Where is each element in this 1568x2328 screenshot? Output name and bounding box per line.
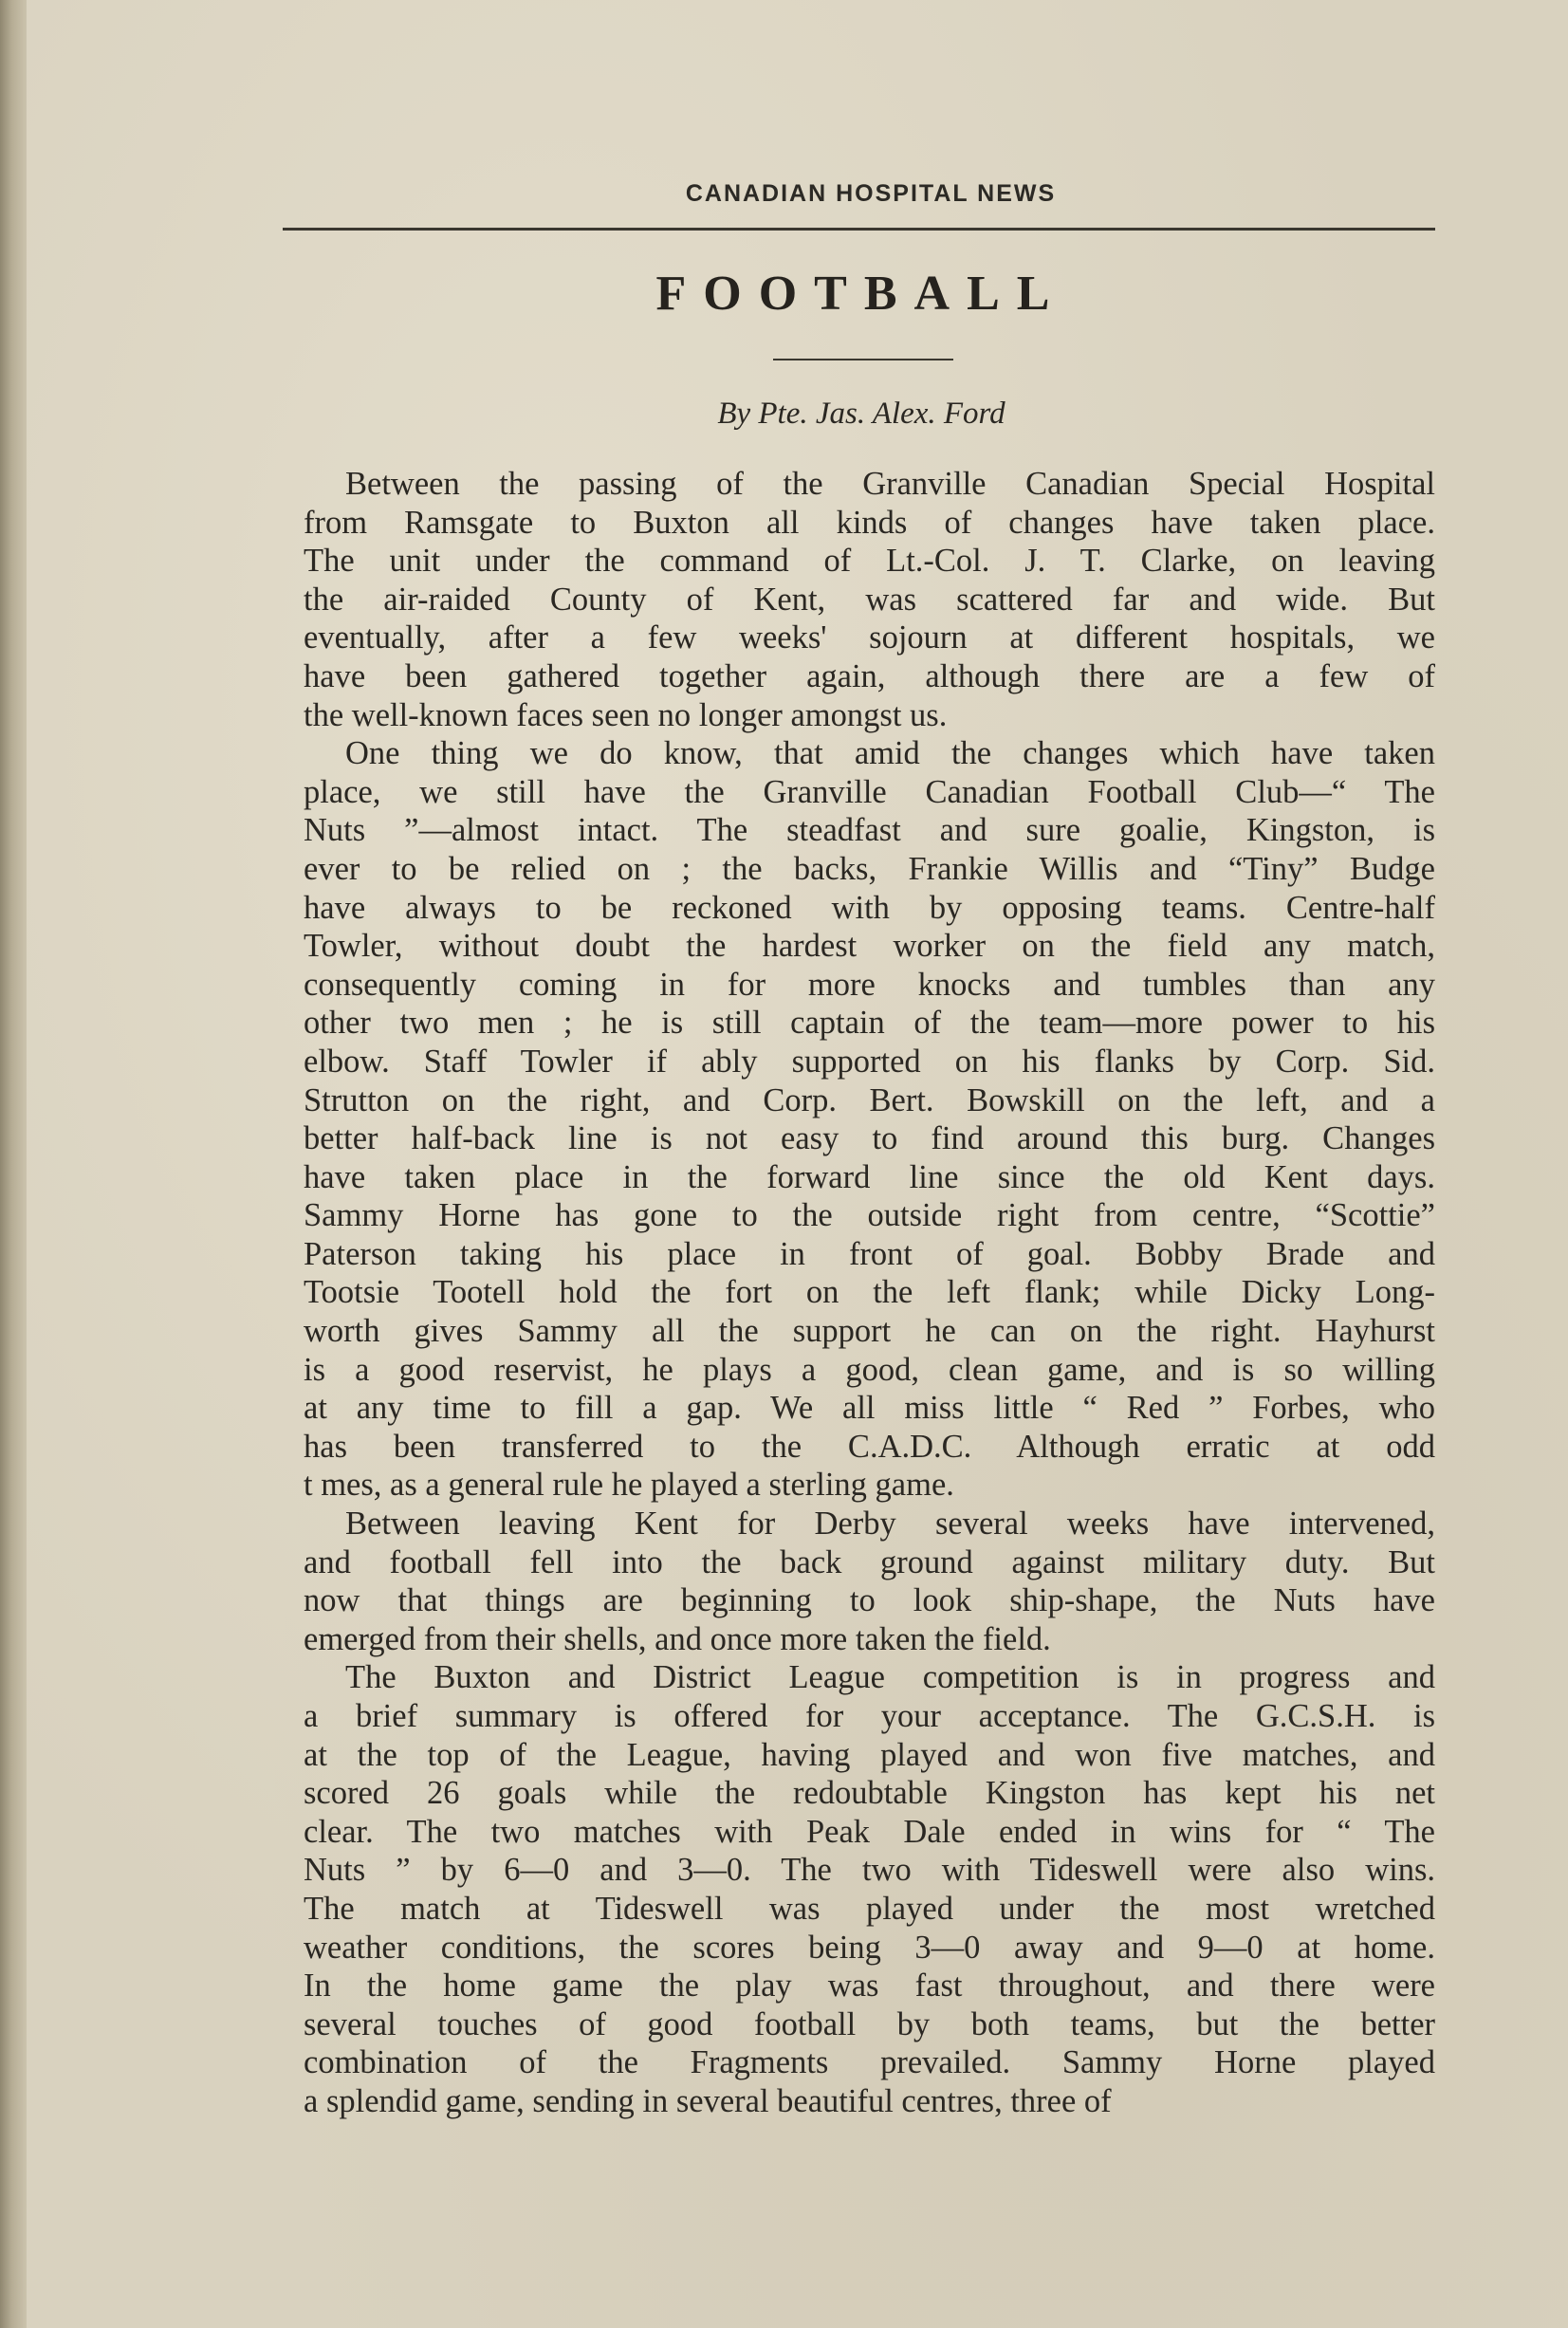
text-line: t mes, as a general rule he played a sterling game. <box>304 1467 954 1504</box>
title-rule <box>773 359 953 360</box>
text-line: Paterson taking his place in front of goal. Bobby Brade and <box>304 1235 1435 1272</box>
text-line: Towler, without doubt the hardest worker on the field any match, <box>304 928 1435 965</box>
text-line: scored 26 goals while the redoubtable Kingston has kept his net <box>304 1775 1435 1812</box>
text-line: Nuts ” by 6—0 and 3—0. The two with Tideswell were also wins. <box>304 1852 1435 1889</box>
running-head: CANADIAN HOSPITAL NEWS <box>685 180 1057 207</box>
article-title: FOOTBALL <box>655 267 1067 321</box>
text-line: eventually, after a few weeks' sojourn at different hospitals, we <box>304 619 1435 656</box>
text-line: One thing we do know, that amid the changes which have taken <box>345 735 1435 772</box>
text-line: the well-known faces seen no longer amongst us. <box>304 696 948 733</box>
text-line: combination of the Fragments prevailed. Sammy Horne played <box>304 2044 1435 2081</box>
text-line: emerged from their shells, and once more taken the field. <box>304 1620 1051 1657</box>
text-line: now that things are beginning to look ship-shape, the Nuts have <box>304 1582 1435 1619</box>
text-line: The Buxton and District League competition is in progress and <box>345 1659 1435 1696</box>
article-byline: By Pte. Jas. Alex. Ford <box>717 397 1005 431</box>
text-line: at any time to fill a gap. We all miss little “ Red ” Forbes, who <box>304 1390 1435 1427</box>
text-line: place, we still have the Granville Canadian Football Club—“ The <box>304 773 1435 810</box>
text-line: is a good reservist, he plays a good, clean game, and is so willing <box>304 1351 1435 1388</box>
text-line: consequently coming in for more knocks and tumbles than any <box>304 966 1435 1003</box>
text-line: a splendid game, sending in several beautiful centres, three of <box>304 2082 1112 2119</box>
magazine-page <box>27 0 1568 2328</box>
text-line: and football fell into the back ground against military duty. But <box>304 1543 1435 1580</box>
book-binding-edge <box>0 0 27 2328</box>
article-paragraph <box>304 734 1435 1505</box>
text-line: Sammy Horne has gone to the outside right from centre, “Scottie” <box>304 1197 1435 1234</box>
text-line: a brief summary is offered for your acceptance. The G.C.S.H. is <box>304 1698 1435 1734</box>
text-line: has been transferred to the C.A.D.C. Although erratic at odd <box>304 1428 1435 1465</box>
text-line: In the home game the play was fast throughout, and there were <box>304 1968 1435 2005</box>
text-line: have always to be reckoned with by opposing teams. Centre-half <box>304 889 1435 926</box>
text-line: better half-back line is not easy to find around this burg. Changes <box>304 1120 1435 1157</box>
article-paragraph <box>304 1658 1435 2120</box>
article-paragraph <box>304 465 1435 734</box>
text-line: at the top of the League, having played and won five matches, and <box>304 1736 1435 1773</box>
text-line: Tootsie Tootell hold the fort on the left flank; while Dicky Long- <box>304 1274 1435 1311</box>
text-line: weather conditions, the scores being 3—0 away and 9—0 at home. <box>304 1929 1435 1966</box>
text-line: Between leaving Kent for Derby several weeks have intervened, <box>345 1506 1435 1543</box>
text-line: other two men ; he is still captain of the team—more power to his <box>304 1005 1435 1042</box>
text-line: elbow. Staff Towler if ably supported on his flanks by Corp. Sid. <box>304 1043 1435 1080</box>
text-line: from Ramsgate to Buxton all kinds of changes have taken place. <box>304 504 1435 541</box>
header-rule <box>283 228 1435 231</box>
text-line: Strutton on the right, and Corp. Bert. Bowskill on the left, and a <box>304 1081 1435 1118</box>
text-line: worth gives Sammy all the support he can on the right. Hayhurst <box>304 1313 1435 1350</box>
text-line: Nuts ”—almost intact. The steadfast and sure goalie, Kingston, is <box>304 812 1435 849</box>
text-line: The unit under the command of Lt.-Col. J. T. Clarke, on leaving <box>304 543 1435 580</box>
text-line: The match at Tideswell was played under the most wretched <box>304 1890 1435 1927</box>
article-body <box>304 465 1435 2121</box>
text-line: ever to be relied on ; the backs, Frankie Willis and “Tiny” Budge <box>304 850 1435 887</box>
text-line: several touches of good football by both teams, but the better <box>304 2005 1435 2042</box>
text-line: Between the passing of the Granville Canadian Special Hospital <box>345 466 1435 502</box>
text-line: the air-raided County of Kent, was scattered far and wide. But <box>304 581 1435 618</box>
text-line: have taken place in the forward line since the old Kent days. <box>304 1158 1435 1195</box>
text-line: have been gathered together again, although there are a few of <box>304 657 1435 694</box>
article-paragraph <box>304 1505 1435 1658</box>
text-line: clear. The two matches with Peak Dale ended in wins for “ The <box>304 1813 1435 1850</box>
